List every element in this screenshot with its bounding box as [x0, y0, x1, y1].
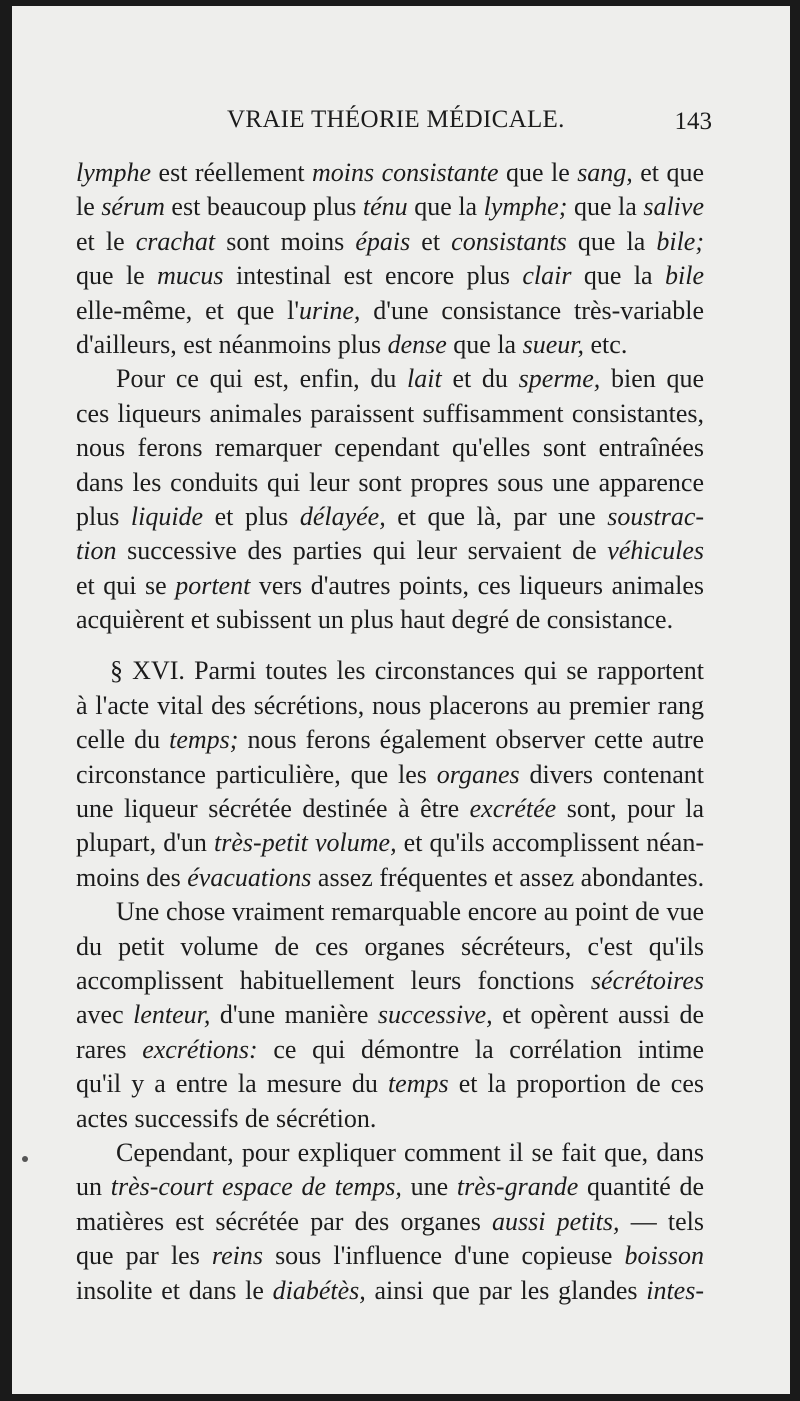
- text-line: circonstance particulière, que les organes divers contenant: [76, 759, 705, 789]
- text-line: plupart, d'un très-petit volume, et qu'ils accomplissent néan-: [76, 828, 704, 858]
- text-line: Pour ce qui est, enfin, du lait et du sperme, bien que: [116, 364, 704, 394]
- text-line: actes successifs de sécrétion.: [76, 1103, 377, 1133]
- page-number: 143: [674, 108, 712, 135]
- text-line: tion successive des parties qui leur servaient de véhicules: [76, 536, 704, 566]
- text-line: elle-même, et que l'urine, d'une consistance très-variable: [76, 295, 704, 325]
- text-line: qu'il y a entre la mesure du temps et la proportion de ces: [76, 1069, 704, 1099]
- text-line: acquièrent et subissent un plus haut degré de consistance.: [76, 605, 674, 635]
- text-line: rares excrétions: ce qui démontre la corrélation intime: [76, 1034, 705, 1064]
- text-line: ces liqueurs animales paraissent suffisamment consistantes,: [76, 398, 704, 428]
- text-line: insolite et dans le diabétès, ainsi que par les glandes intes-: [76, 1275, 704, 1305]
- text-line: moins des évacuations assez fréquentes et assez abondantes.: [76, 862, 705, 892]
- text-line: nous ferons remarquer cependant qu'elles sont entraînées: [76, 433, 704, 463]
- text-line: du petit volume de ces organes sécréteurs, c'est qu'ils: [76, 931, 704, 961]
- text-line: à l'acte vital des sécrétions, nous placerons au premier rang: [76, 690, 704, 720]
- text-line: lymphe est réellement moins consistante que le sang, et que: [76, 158, 704, 187]
- text-line: et qui se portent vers d'autres points, ces liqueurs animales: [76, 570, 704, 600]
- text-line: d'ailleurs, est néanmoins plus dense que la sueur, etc.: [76, 329, 628, 359]
- text-line: avec lenteur, d'une manière successive, et opèrent aussi de: [76, 1000, 705, 1030]
- text-line: que par les reins sous l'influence d'une copieuse boisson: [76, 1241, 704, 1271]
- running-title: VRAIE THÉORIE MÉDICALE.: [227, 106, 565, 133]
- text-line: une liqueur sécrétée destinée à être excrétée sont, pour la: [76, 794, 705, 824]
- page-header: [12, 106, 790, 146]
- text-line: le sérum est beaucoup plus ténu que la lymphe; que la salive: [76, 192, 704, 222]
- text-line: et le crachat sont moins épais et consistants que la bile;: [76, 226, 704, 256]
- text-line: dans les conduits qui leur sont propres sous une apparence: [76, 467, 704, 497]
- text-line: que le mucus intestinal est encore plus clair que la bile: [76, 261, 704, 291]
- ink-speck: [22, 1156, 28, 1162]
- text-line: accomplissent habituellement leurs fonctions sécrétoires: [76, 965, 704, 995]
- body-text: [76, 156, 704, 1308]
- text-line: un très-court espace de temps, une très-grande quantité de: [76, 1172, 705, 1202]
- book-page: [12, 6, 790, 1394]
- text-line: Cependant, pour expliquer comment il se fait que, dans: [116, 1137, 704, 1167]
- text-line: matières est sécrétée par des organes aussi petits, — tels: [76, 1206, 704, 1236]
- text-line: plus liquide et plus délayée, et que là, par une soustrac-: [76, 501, 705, 531]
- text-line: celle du temps; nous ferons également observer cette autre: [76, 725, 704, 755]
- text-line: Une chose vraiment remarquable encore au point de vue: [116, 897, 704, 927]
- section-heading-line: § XVI. Parmi toutes les circonstances qui se rapportent: [110, 656, 704, 686]
